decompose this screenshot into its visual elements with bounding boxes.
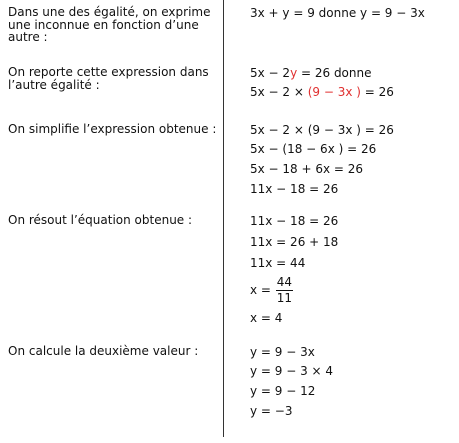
step-4-line-1: 11x − 18 = 26 (250, 214, 339, 228)
step-5-line-3: y = 9 − 12 (250, 384, 316, 398)
step-5-label: On calcule la deuxième valeur : (8, 344, 199, 358)
step-2-line-2 (250, 85, 394, 99)
step-3-line-2: 5x − (18 − 6x ) = 26 (250, 142, 377, 156)
step-2-label: On reporte cette expression dans l’autre égalité : (8, 65, 209, 92)
step-1-label: Dans une des égalité, on exprime une inconnue en fonction d’une autre : (8, 5, 211, 44)
step-5-line-2: y = 9 − 3 × 4 (250, 364, 334, 378)
fraction-lhs: x = (250, 283, 275, 297)
column-divider (223, 0, 224, 437)
step-4-line-2: 11x = 26 + 18 (250, 235, 339, 249)
step-4-label: On résout l’équation obtenue : (8, 213, 193, 227)
step-5-line-1: y = 9 − 3x (250, 345, 315, 359)
fraction-denominator: 11 (276, 291, 293, 305)
step-2-line-1 (250, 66, 372, 80)
step-2-line-2-part-a: 5x − 2 × (250, 85, 308, 99)
step-4-line-3: 11x = 44 (250, 256, 306, 270)
step-2-line-2-part-c: = 26 (360, 85, 394, 99)
step-2-line-1-part-c: = 26 donne (297, 66, 372, 80)
step-4-result: x = 4 (250, 311, 283, 325)
step-2-substituted-variable: y (290, 66, 298, 80)
step-3-line-1: 5x − 2 × (9 − 3x ) = 26 (250, 123, 394, 137)
step-3-line-4: 11x − 18 = 26 (250, 182, 339, 196)
step-3-line-3: 5x − 18 + 6x = 26 (250, 162, 364, 176)
fraction (276, 276, 293, 305)
step-5-line-4: y = −3 (250, 404, 293, 418)
step-2-line-1-part-a: 5x − 2 (250, 66, 291, 80)
step-2-substituted-expression: (9 − 3x ) (307, 85, 361, 99)
step-3-label: On simplifie l’expression obtenue : (8, 122, 217, 136)
step-1-line-1: 3x + y = 9 donne y = 9 − 3x (250, 6, 425, 20)
step-4-fraction-line (250, 276, 293, 305)
fraction-numerator: 44 (276, 275, 293, 289)
